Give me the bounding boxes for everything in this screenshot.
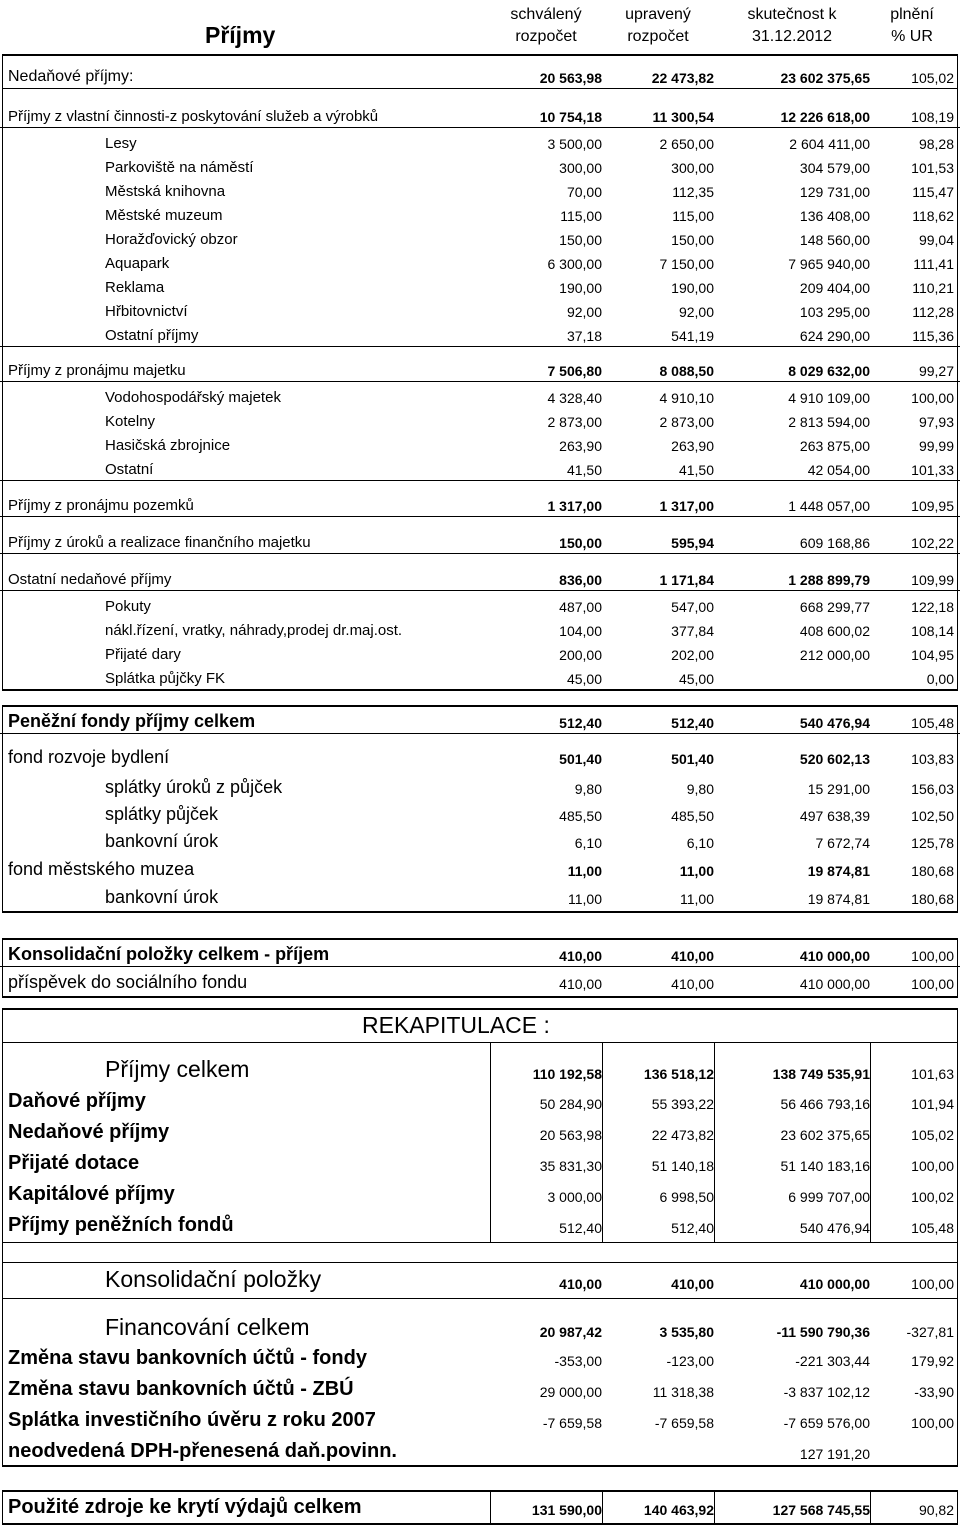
cell-schvaleny: 29 000,00 [539,1384,602,1400]
cell-plneni: 180,68 [911,891,954,907]
row-zmena-fondy [0,1343,960,1371]
row-pokuty [0,593,960,617]
cell-skutecnost: 540 476,94 [799,715,870,731]
row-label: Příjmy z pronájmu majetku [8,362,186,379]
cell-plneni: 115,36 [912,328,954,344]
row-label: bankovní úrok [105,831,219,851]
row-label: Splátka investičního úvěru z roku 2007 [8,1409,376,1431]
row-obzor [0,226,960,250]
cell-schvaleny: 115,00 [560,208,602,224]
row-label: Aquapark [105,255,170,272]
cell-schvaleny: 4 328,40 [547,390,602,406]
header-col4-line2: % UR [891,28,933,45]
cell-skutecnost: 609 168,86 [799,535,870,551]
cell-skutecnost: 103 295,00 [799,304,870,320]
cell-upraveny: 6 998,50 [659,1189,714,1205]
cell-upraveny: 3 535,80 [659,1324,714,1340]
cell-skutecnost: 7 672,74 [815,835,870,851]
cell-plneni: 111,41 [913,256,954,272]
row-label: Ostatní příjmy [105,327,199,344]
cell-schvaleny: 50 284,90 [539,1096,602,1112]
cell-plneni: 118,62 [912,208,954,224]
cell-plneni: 112,28 [912,304,954,320]
row-label: Hřbitovnictví [105,303,188,320]
cell-plneni: 99,04 [918,232,954,248]
header-col1 [490,4,602,48]
cell-schvaleny: 92,00 [566,304,602,320]
row-fondu [0,1210,960,1238]
row-label: Pokuty [105,598,151,615]
cell-skutecnost: 1 448 057,00 [788,498,870,514]
row-label: Použité zdroje ke krytí výdajů celkem [8,1496,362,1518]
cell-plneni: 108,19 [911,109,954,125]
row-label: Kapitálové příjmy [8,1183,175,1205]
cell-schvaleny [490,1436,602,1464]
cell-plneni: 100,00 [911,976,954,992]
cell-skutecnost: 19 874,81 [807,891,870,907]
cell-upraveny: 9,80 [686,781,714,797]
cell-upraveny: 8 088,50 [659,363,714,379]
page-title: Příjmy [205,22,276,48]
cell-plneni: 108,14 [911,623,954,639]
cell-plneni: 100,00 [911,1158,954,1174]
cell-skutecnost: 668 299,77 [799,599,870,615]
row-kapitalove [0,1179,960,1207]
cell-skutecnost: 304 579,00 [799,160,870,176]
cell-upraveny: 263,90 [671,438,714,454]
cell-upraveny: 136 518,12 [643,1066,714,1082]
cell-schvaleny: 512,40 [559,1220,602,1236]
cell-schvaleny: 70,00 [566,184,602,200]
cell-plneni: 109,95 [911,498,954,514]
cell-skutecnost: 624 290,00 [799,328,870,344]
row-label: Hasičská zbrojnice [105,437,231,454]
cell-upraveny: 92,00 [678,304,714,320]
cell-skutecnost: 263 875,00 [799,438,870,454]
row-financovani [0,1310,960,1342]
divider [2,1523,958,1525]
cell-plneni: -33,90 [914,1384,954,1400]
row-label: Lesy [105,135,137,152]
cell-upraveny: 300,00 [671,160,714,176]
cell-schvaleny: 836,00 [559,572,602,588]
cell-schvaleny: 45,00 [566,671,602,687]
cell-plneni: 97,93 [918,414,954,430]
row-nedanove-rekap [0,1117,960,1145]
row-dph [0,1436,960,1464]
cell-upraveny: 115,00 [672,208,714,224]
row-label: Příjmy peněžních fondů [8,1214,234,1236]
cell-skutecnost: 4 910 109,00 [788,390,870,406]
cell-skutecnost: -221 303,44 [795,1353,870,1369]
header-col2 [602,4,714,48]
cell-plneni: 122,18 [911,599,954,615]
cell-plneni: 102,50 [911,808,954,824]
cell-upraveny: 6,10 [686,835,714,851]
divider [2,689,958,691]
header-col1-line2: rozpočet [515,28,577,45]
cell-plneni: 100,02 [911,1189,954,1205]
cell-schvaleny: -7 659,58 [542,1415,602,1431]
row-nedanove [0,62,960,88]
row-label: Vodohospodářský majetek [105,389,281,406]
cell-plneni: 125,78 [911,835,954,851]
row-bankovni-urok [0,827,960,853]
cell-plneni: 101,53 [911,160,954,176]
header-col4-line1: plnění [890,6,934,23]
cell-plneni: 102,22 [911,535,954,551]
cell-skutecnost: 497 638,39 [799,808,870,824]
row-danove [0,1086,960,1114]
cell-upraveny: 1 317,00 [659,498,714,514]
cell-schvaleny: 11,00 [568,891,602,907]
row-label: Příjmy celkem [105,1056,250,1082]
cell-schvaleny: 9,80 [574,781,602,797]
cell-skutecnost: 23 602 375,65 [780,70,870,86]
cell-upraveny: 410,00 [671,976,714,992]
cell-skutecnost: 408 600,02 [799,623,870,639]
row-label: Peněžní fondy příjmy celkem [8,711,256,731]
row-vlastni [0,101,960,128]
cell-upraveny: 2 873,00 [659,414,714,430]
cell-plneni: 101,94 [911,1096,954,1112]
cell-schvaleny: 110 192,58 [532,1066,602,1082]
row-label: Kotelny [105,413,156,430]
row-label: Splátka půjčky FK [105,670,226,687]
cell-schvaleny: 37,18 [566,328,602,344]
cell-upraveny: 11 318,38 [652,1384,714,1400]
cell-skutecnost: 129 731,00 [799,184,870,200]
row-bankovni-urok-muzea [0,883,960,909]
cell-schvaleny: 300,00 [559,160,602,176]
cell-skutecnost: 1 288 899,79 [788,572,870,588]
cell-skutecnost: 12 226 618,00 [780,109,870,125]
cell-upraveny: 150,00 [671,232,714,248]
row-label: příspěvek do sociálního fondu [8,972,248,992]
row-label: fond rozvoje bydlení [8,747,170,767]
cell-schvaleny: 104,00 [559,623,602,639]
cell-plneni: 105,48 [911,715,954,731]
row-pouzite-zdroje [0,1492,960,1520]
cell-schvaleny: 512,40 [559,715,602,731]
row-parkoviste [0,154,960,178]
cell-skutecnost [714,665,870,689]
divider [2,1465,958,1467]
cell-upraveny: 51 140,18 [651,1158,714,1174]
row-label: neodvedená DPH-přenesená daň.povinn. [8,1440,397,1462]
cell-upraveny: 410,00 [671,1276,714,1292]
row-fond-muzea [0,855,960,881]
cell-plneni: 99,99 [918,438,954,454]
row-label: Změna stavu bankovních účtů - fondy [8,1347,367,1369]
cell-schvaleny: 485,50 [559,808,602,824]
row-label: Daňové příjmy [8,1090,146,1112]
cell-skutecnost: 19 874,81 [807,863,870,879]
row-label: Nedaňové příjmy: [8,68,134,85]
cell-upraveny: 45,00 [678,671,714,687]
divider [2,1008,958,1010]
cell-upraveny: 541,19 [671,328,714,344]
row-pozemky [0,492,960,517]
cell-schvaleny: 11,00 [567,863,602,879]
row-splatka-fk [0,665,960,689]
cell-schvaleny: 501,40 [559,751,602,767]
cell-schvaleny: 1 317,00 [547,498,602,514]
header-col3-line2: 31.12.2012 [751,28,833,45]
cell-upraveny: 7 150,00 [659,256,714,272]
header-col1-line1: schválený [510,6,582,23]
row-uroky [0,529,960,554]
cell-schvaleny: 410,00 [559,976,602,992]
cell-schvaleny: 200,00 [559,647,602,663]
cell-skutecnost: 520 602,13 [799,751,870,767]
header-col4 [870,4,954,48]
divider [2,996,958,998]
header-col2-line2: rozpočet [627,28,689,45]
cell-schvaleny: 410,00 [559,948,602,964]
cell-skutecnost: 2 813 594,00 [788,414,870,430]
cell-plneni: 105,02 [911,1127,954,1143]
row-zmena-zbu [0,1374,960,1402]
cell-plneni: 103,83 [911,751,954,767]
cell-skutecnost: 127 191,20 [799,1446,870,1462]
cell-plneni: 98,28 [918,136,954,152]
divider [2,88,958,89]
cell-plneni: 101,63 [911,1066,954,1082]
row-fond-bydleni [0,743,960,769]
cell-upraveny: -7 659,58 [654,1415,714,1431]
row-label: Příjmy z vlastní činnosti-z poskytování služeb a výrobků [8,108,379,125]
cell-plneni: -327,81 [906,1324,954,1340]
cell-plneni: 101,33 [911,462,954,478]
row-label: Městské muzeum [105,207,223,224]
cell-skutecnost: 209 404,00 [799,280,870,296]
cell-skutecnost: 540 476,94 [799,1220,870,1236]
header-col3-line1: skutečnost k [747,6,837,23]
cell-skutecnost: 136 408,00 [799,208,870,224]
divider [2,1242,958,1243]
row-vodohosp [0,384,960,408]
cell-schvaleny: 150,00 [559,232,602,248]
cell-skutecnost: 23 602 375,65 [780,1127,870,1143]
cell-schvaleny: 263,90 [559,438,602,454]
cell-plneni: 0,00 [926,671,954,687]
cell-plneni: 109,99 [911,572,954,588]
header-col3 [714,4,870,48]
cell-skutecnost: 148 560,00 [799,232,870,248]
row-ostatni [0,456,960,481]
cell-plneni: 100,00 [911,1415,954,1431]
cell-upraveny: 512,40 [671,1220,714,1236]
cell-skutecnost: 6 999 707,00 [788,1189,870,1205]
row-label: Konsolidační položky celkem - příjem [8,944,330,964]
cell-plneni: 100,00 [911,390,954,406]
cell-upraveny: 41,50 [678,462,714,478]
cell-plneni: 100,00 [911,948,954,964]
cell-schvaleny: 150,00 [559,535,602,551]
cell-skutecnost: -7 659 576,00 [783,1415,870,1431]
cell-skutecnost: 51 140 183,16 [780,1158,870,1174]
cell-upraveny: 485,50 [671,808,714,824]
cell-upraveny: 4 910,10 [659,390,714,406]
row-label: splátky půjček [105,804,219,824]
cell-upraveny: 1 171,84 [659,572,714,588]
row-label: Přijaté dary [105,646,181,663]
row-label: Změna stavu bankovních účtů - ZBÚ [8,1378,354,1400]
cell-skutecnost: -3 837 102,12 [783,1384,870,1400]
row-lesy [0,130,960,154]
row-muzeum [0,202,960,226]
row-label: Příjmy z úroků a realizace finančního majetku [8,534,311,551]
cell-skutecnost: 410 000,00 [799,976,870,992]
row-prispevek [0,968,960,994]
row-dotace [0,1148,960,1176]
cell-upraveny: 112,35 [672,184,714,200]
cell-schvaleny: 410,00 [559,1276,602,1292]
cell-schvaleny: 131 590,00 [531,1502,602,1518]
row-prijmy-celkem [0,1052,960,1084]
cell-upraveny: 11,00 [680,891,714,907]
cell-schvaleny: -353,00 [554,1353,602,1369]
cell-schvaleny: 6,10 [574,835,602,851]
cell-schvaleny: 41,50 [566,462,602,478]
cell-plneni: 99,27 [918,363,954,379]
row-label: Městská knihovna [105,183,226,200]
cell-schvaleny: 20 563,98 [539,70,602,86]
cell-skutecnost: 410 000,00 [799,1276,870,1292]
cell-plneni: 100,00 [911,1276,954,1292]
cell-schvaleny: 190,00 [559,280,602,296]
row-label: Ostatní [105,461,154,478]
cell-skutecnost: 56 466 793,16 [780,1096,870,1112]
cell-schvaleny: 10 754,18 [539,109,602,125]
cell-plneni: 105,48 [911,1220,954,1236]
cell-upraveny: 501,40 [671,751,714,767]
row-label: Příjmy z pronájmu pozemků [8,497,194,514]
cell-schvaleny: 3 500,00 [547,136,602,152]
row-kotelny [0,408,960,432]
cell-plneni: 156,03 [911,781,954,797]
row-label: bankovní úrok [105,887,219,907]
cell-schvaleny: 7 506,80 [547,363,602,379]
cell-plneni [870,1436,954,1464]
row-konsolidace [0,940,960,967]
cell-upraveny: 202,00 [671,647,714,663]
cell-upraveny: 11,00 [679,863,714,879]
rekapitulace-title: REKAPITULACE : [362,1012,550,1038]
row-label: Přijaté dotace [8,1152,140,1174]
cell-skutecnost: 212 000,00 [799,647,870,663]
cell-plneni: 180,68 [911,863,954,879]
cell-schvaleny: 6 300,00 [547,256,602,272]
header-col2-line1: upravený [625,6,691,23]
cell-skutecnost: 2 604 411,00 [789,136,870,152]
row-dary [0,641,960,665]
row-label: splátky úroků z půjček [105,777,283,797]
cell-upraveny: -123,00 [666,1353,714,1369]
row-splatky-pujcek [0,800,960,826]
cell-plneni: 110,21 [912,280,954,296]
cell-upraveny: 11 300,54 [652,109,714,125]
cell-skutecnost: 7 965 940,00 [788,256,870,272]
row-pronajem-majetku [0,357,960,382]
cell-skutecnost: 8 029 632,00 [788,363,870,379]
divider [2,54,958,56]
row-penezni-fondy [0,707,960,734]
cell-upraveny [602,1436,714,1464]
cell-upraveny: 595,94 [671,535,714,551]
cell-plneni: 104,95 [911,647,954,663]
row-label: nákl.řízení, vratky, náhrady,prodej dr.maj.ost. [105,622,403,639]
cell-plneni: 90,82 [918,1502,954,1518]
row-ostatni-prijmy [0,322,960,347]
cell-schvaleny: 2 873,00 [547,414,602,430]
cell-upraveny: 2 650,00 [659,136,714,152]
cell-schvaleny: 20 987,42 [539,1324,602,1340]
row-label: Horažďovický obzor [105,231,238,248]
row-hasicska [0,432,960,456]
row-knihovna [0,178,960,202]
cell-upraveny: 547,00 [671,599,714,615]
cell-schvaleny: 20 563,98 [539,1127,602,1143]
row-label: Nedaňové příjmy [8,1121,170,1143]
divider [2,911,958,913]
row-label: Ostatní nedaňové příjmy [8,571,172,588]
cell-upraveny: 22 473,82 [651,1127,714,1143]
row-aquapark [0,250,960,274]
row-label: Parkoviště na náměstí [105,159,254,176]
cell-schvaleny: 487,00 [559,599,602,615]
cell-skutecnost: -11 590 790,36 [776,1324,870,1340]
cell-skutecnost: 127 568 745,55 [772,1502,870,1518]
row-splatka-uveru [0,1405,960,1433]
divider [2,1298,958,1299]
cell-upraveny: 55 393,22 [651,1096,714,1112]
row-nakl [0,617,960,641]
cell-upraveny: 512,40 [671,715,714,731]
cell-plneni: 179,92 [911,1353,954,1369]
row-splatky-uroku [0,773,960,799]
cell-upraveny: 377,84 [671,623,714,639]
cell-upraveny: 22 473,82 [651,70,714,86]
cell-upraveny: 140 463,92 [643,1502,714,1518]
cell-schvaleny: 35 831,30 [539,1158,602,1174]
cell-upraveny: 410,00 [671,948,714,964]
cell-plneni: 115,47 [912,184,954,200]
cell-plneni: 105,02 [911,70,954,86]
row-label: Konsolidační položky [105,1266,322,1292]
row-label: Financování celkem [105,1314,310,1340]
divider [2,1042,958,1043]
row-label: fond městského muzea [8,859,195,879]
cell-skutecnost: 42 054,00 [807,462,870,478]
cell-skutecnost: 15 291,00 [807,781,870,797]
cell-upraveny: 190,00 [671,280,714,296]
row-konsolidace-rekap [0,1262,960,1294]
row-reklama [0,274,960,298]
cell-schvaleny: 3 000,00 [547,1189,602,1205]
cell-skutecnost: 138 749 535,91 [772,1066,870,1082]
row-label: Reklama [105,279,165,296]
row-ostatni-nedanove [0,566,960,591]
row-hrbitov [0,298,960,322]
cell-skutecnost: 410 000,00 [799,948,870,964]
